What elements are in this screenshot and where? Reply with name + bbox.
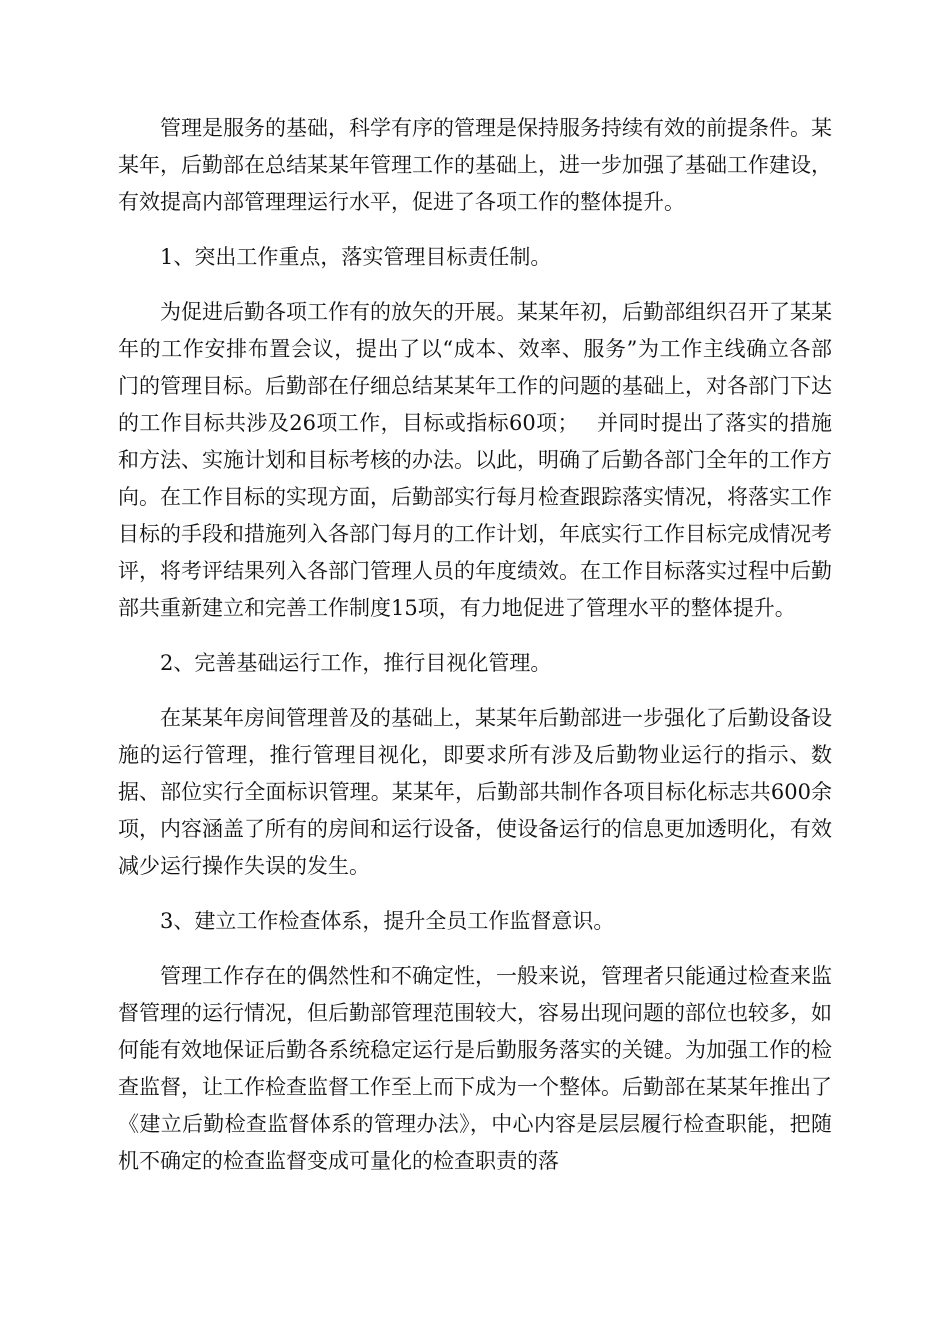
section-1-paragraph: 为促进后勤各项工作有的放矢的开展。某某年初，后勤部组织召开了某某年的工作安排布置会议，提出了以“成本、效率、服务”为工作主线确立各部门的管理目标。后勤部在仔细总结某某年工作的问题的基础上，对各部门下达的工作目标共涉及26项工作，目标或指标60项； 并同时提出了落实的措施和方法、实施计划和目标考核的办法。以此，明确了后勤各部门全年的工作方向。在工作目标的实现方面，后勤部实行每月检查跟踪落实情况，将落实工作目标的手段和措施列入各部门每月的工作计划，年底实行工作目标完成情况考评，将考评结果列入各部门管理人员的年度绩效。在工作目标落实过程中后勤部共重新建立和完善工作制度15项，有力地促进了管理水平的整体提升。 (118, 300, 832, 620)
section-1-heading: 1、突出工作重点，落实管理目标责任制。 (160, 245, 552, 269)
intro-paragraph: 管理是服务的基础，科学有序的管理是保持服务持续有效的前提条件。某某年，后勤部在总结某某年管理工作的基础上，进一步加强了基础工作建设，有效提高内部管理理运行水平，促进了各项工作的整体提升。 (118, 116, 832, 214)
section-3-heading: 3、建立工作检查体系，提升全员工作监督意识。 (160, 909, 615, 933)
section-2-paragraph: 在某某年房间管理普及的基础上，某某年后勤部进一步强化了后勤设备设施的运行管理，推行管理目视化，即要求所有涉及后勤物业运行的指示、数据、部位实行全面标识管理。某某年，后勤部共制作各项目标化标志共600余项，内容涵盖了所有的房间和运行设备，使设备运行的信息更加透明化，有效减少运行操作失误的发生。 (118, 706, 832, 878)
section-2-heading: 2、完善基础运行工作，推行目视化管理。 (160, 651, 552, 675)
section-3-paragraph: 管理工作存在的偶然性和不确定性，一般来说，管理者只能通过检查来监督管理的运行情况，但后勤部管理范围较大，容易出现问题的部位也较多，如何能有效地保证后勤各系统稳定运行是后勤服务落实的关键。为加强工作的检查监督，让工作检查监督工作至上而下成为一个整体。后勤部在某某年推出了《建立后勤检查监督体系的管理办法》，中心内容是层层履行检查职能，把随机不确定的检查监督变成可量化的检查职责的落 (118, 964, 832, 1173)
